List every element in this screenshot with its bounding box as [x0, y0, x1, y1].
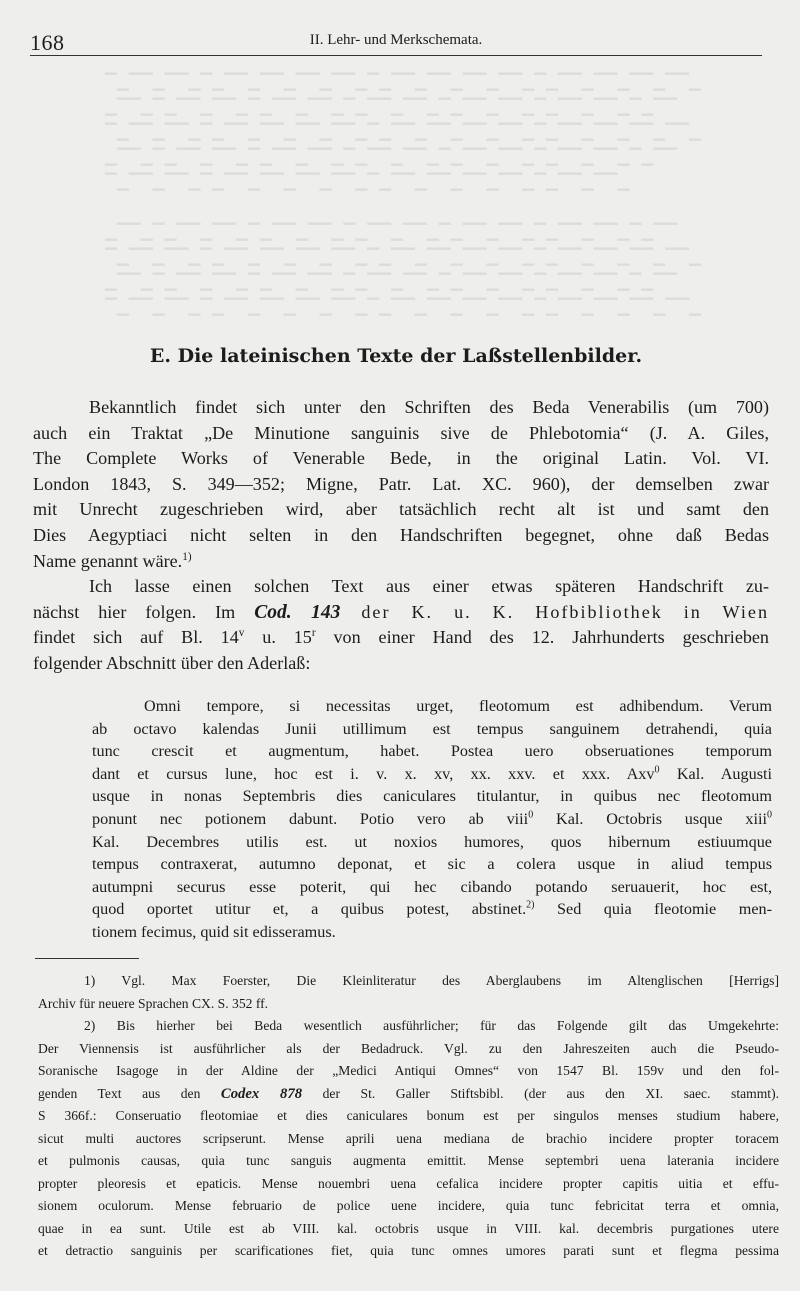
- text-segment: findet sich auf Bl. 14: [33, 627, 239, 648]
- latin-line: ab octavo kalendas Junii utillimum est tempus sanguinem detrahendi, quia: [92, 719, 772, 738]
- text-line: mit Unrecht zugeschrieben wird, aber tatsächlich recht alt ist und samt den: [33, 499, 769, 520]
- text-line: The Complete Works of Venerable Bede, in the original Latin. Vol. VI.: [33, 448, 769, 469]
- text-line: Ich lasse einen solchen Text aus einer etwas späteren Handschrift zu-: [89, 576, 769, 597]
- header-rule: [30, 55, 762, 56]
- text-line: Dies Aegyptiaci nicht selten in den Handschriften begegnet, ohne daß Bedas: [33, 524, 769, 545]
- footnote-marker: 2): [526, 899, 535, 911]
- text-line: folgender Abschnitt über den Aderlaß:: [33, 652, 311, 673]
- section-heading: E. Die lateinischen Texte der Laßstellenbilder.: [149, 345, 643, 367]
- text-segment: der K. u. K. Hofbibliothek in Wien: [340, 601, 769, 622]
- superscript: 0: [654, 764, 660, 776]
- text-line: auch ein Traktat „De Minutione sanguinis sive de Phlebotomia“ (J. A. Giles,: [33, 422, 769, 443]
- running-head: II. Lehr- und Merkschemata.: [309, 32, 483, 48]
- text-line: London 1843, S. 349—352; Migne, Patr. Lat. XC. 960), der demselben zwar: [33, 473, 769, 494]
- footnote-2: [38, 1015, 779, 1263]
- footnote-line: et pulmonis causas, quia tunc sanguis augmenta emittit. Mense septembri uena laterania incidere: [38, 1153, 779, 1168]
- footnote-line: sicut multi auctores scripserunt. Mense aprili uena mediana de brachio incidere propter toracem: [38, 1130, 779, 1146]
- text-segment: Sed quia fleotomie men-: [534, 900, 772, 919]
- footnote-line: Archiv für neuere Sprachen CX. S. 352 ff.: [38, 995, 269, 1011]
- text-segment: von einer Hand des 12. Jahrhunderts geschrieben: [315, 627, 769, 648]
- text-line: [33, 625, 769, 651]
- text-segment: ponunt nec potionem dabunt. Potio vero ab viii: [92, 809, 529, 828]
- text-segment: Kal. Octobris usque xiii: [533, 809, 767, 828]
- footnote-line: Soranische Isagoge in der Aldine der „Medici Antiqui Omnes“ von 1547 Bl. 159v und den fol-: [38, 1063, 779, 1078]
- text-line: [33, 549, 769, 575]
- text-segment: quod oportet utitur et, a quibus potest, abstinet.: [92, 900, 527, 919]
- body-text: [33, 395, 769, 677]
- superscript: 0: [528, 809, 534, 821]
- codex-reference: Codex 878: [220, 1085, 303, 1102]
- footnote-line: quae in ea sunt. Utile est ab VIII. kal. octobris usque in VIII. kal. decembris purgationes utere: [38, 1220, 779, 1236]
- footnote-line: et detractio sanguinis per scarificationes fiet, quia tunc omnes umores parati sunt et flegma pessima: [38, 1243, 779, 1258]
- footnote-line: 2) Bis hierher bei Beda wesentlich ausführlicher; für das Folgende gilt das Umgekehrte:: [84, 1018, 779, 1033]
- paragraph-beda: [33, 395, 769, 574]
- footnote-line: Der Viennensis ist ausführlicher als der Bedadruck. Vgl. zu den Jahreszeiten auch die Pseudo-: [38, 1040, 779, 1056]
- text-segment: nächst hier folgen. Im: [33, 601, 255, 622]
- footnote-line: [38, 1083, 779, 1106]
- page-number: 168: [30, 30, 65, 55]
- latin-line: [92, 808, 772, 831]
- footnote-line: sionem oculorum. Mense februario de police uene incidere, quia tunc febricitat terra et omnia,: [38, 1198, 779, 1213]
- text-segment: u. 15: [244, 627, 312, 648]
- page-header: [30, 28, 762, 55]
- latin-line: tunc crescit et augmentum, habet. Postea uero obseruationes temporum: [92, 742, 772, 761]
- latin-line: [92, 763, 772, 786]
- latin-line: Omni tempore, si necessitas urget, fleotomum est adhibendum. Verum: [144, 697, 772, 715]
- text-segment: genden Text aus den: [38, 1085, 221, 1101]
- superscript: v: [238, 627, 245, 640]
- latin-line: tempus contraxerat, autumno deponat, et sic a colera usque in aliud tempus: [92, 855, 772, 874]
- footnote-line: propter pleoresis et epaticis. Mense nouembri uena cefalica incidere propter capitis uitia et effu-: [38, 1175, 779, 1191]
- text-segment: dant et cursus lune, hoc est i. v. x. xv, xx. xxv. et xxx. Axv: [92, 764, 655, 783]
- text-line: [33, 600, 769, 626]
- footnote-1: [38, 970, 779, 1015]
- text-segment: Kal. Augusti: [659, 764, 772, 783]
- footnote-line: 1) Vgl. Max Foerster, Die Kleinliteratur des Aberglaubens im Altenglischen [Herrigs]: [84, 973, 779, 988]
- latin-line: tionem fecimus, quid sit edisseramus.: [92, 922, 336, 941]
- superscript: r: [311, 627, 316, 640]
- latin-line: [92, 898, 772, 921]
- text-line: Bekanntlich findet sich unter den Schriften des Beda Venerabilis (um 700): [89, 397, 769, 417]
- text-segment: Name genannt wäre.: [33, 550, 183, 571]
- latin-line: usque in nonas Septembris dies caniculares titulantur, in quibus nec fleotomum: [92, 787, 772, 806]
- footnote-line: S 366f.: Conseruatio fleotomiae et dies caniculares bonum est per singulos menses studium habere,: [38, 1108, 779, 1123]
- latin-line: autumpni securus esse poterit, qui hec cibando potando seruauerit, hoc est,: [92, 877, 772, 896]
- footnotes: [38, 970, 779, 1263]
- footnote-rule: [35, 958, 139, 959]
- superscript: 0: [766, 809, 772, 821]
- latin-quotation: [92, 695, 772, 944]
- codex-reference: Cod. 143: [254, 601, 341, 623]
- latin-line: Kal. Decembres utilis est. ut noxios humores, quos hibernum estiuumque: [92, 832, 772, 851]
- paragraph-codex: [33, 574, 769, 676]
- bleed-through-texture: ▔▁▔▔▁▔▔▁▔▁▔▔▁▔▔▁▔▔▁▔▔▁▔▁▔▔▁▔▔▁▔▔▁▔▔▁▔▁▔▔▁▔▔▁▔▔▁▔▔▁ ▁▔▔▁▔▁▔▔▁▔▔▁▔▁▔▔▁▔▔▁▔▁▔▔▁▔▔▁▔▁▔▔▁▔▔▁▔▁▔▔▁▔▔▁▔▁▔▔ ▔▁▔▔▁▔▔▁▔▁▔▔▁▔▔▁▔▔▁▔▔▁▔▁▔▔▁▔▔▁▔▔▁▔▔▁▔▁▔▔▁▔▔▁▔▔▁▔▔▁ ▁▔▔▁▔▁▔▔▁▔▔▁▔▁▔▔▁▔▔▁▔▁▔▔▁▔▔▁▔▁▔▔▁▔▔▁▔▁▔▔▁▔▔▁▔▁▔▔ ▔▁▔▔▁▔▔▁▔▁▔▔▁▔▔▁▔▔▁▔▔▁▔▁▔▔▁▔▔▁▔▔▁▔▔▁▔▁▔▔▁▔▔▁ ▁▔▔▁▔▁▔▔▁▔▔▁▔▁▔▔▁▔▔▁▔▁▔▔▁▔▔▁▔▁▔▔▁▔▔▁▔▁▔▔▁▔▔▁▔▁▔▔ ▔▁▔▔▁▔▔▁▔▁▔▔▁▔▔▁▔▔▁▔▔▁▔▁▔▔▁▔▔▁▔▔▁▔▔▁▔▁▔▔▁▔▔▁▔▔▁▔▔▁ ▁▔▔▁▔▁▔▔▁▔▔▁▔▁▔▔▁▔▔▁▔▁▔▔▁▔▔▁▔▁▔▔▁▔▔▁▔▁▔▔▁▔▔▁▔▁▔▔ ▔▁▔▔▁▔▔▁▔▁▔▔▁▔▔▁▔▔▁▔▔▁▔▁▔▔▁▔▔▁▔▔▁▔▔▁▔▁▔▔▁▔▔▁▔▔▁▔▔▁: [105, 74, 702, 316]
- footnote-marker: 1): [182, 550, 192, 563]
- text-segment: der St. Galler Stiftsbibl. (der aus den XI. saec. stammt).: [302, 1085, 779, 1101]
